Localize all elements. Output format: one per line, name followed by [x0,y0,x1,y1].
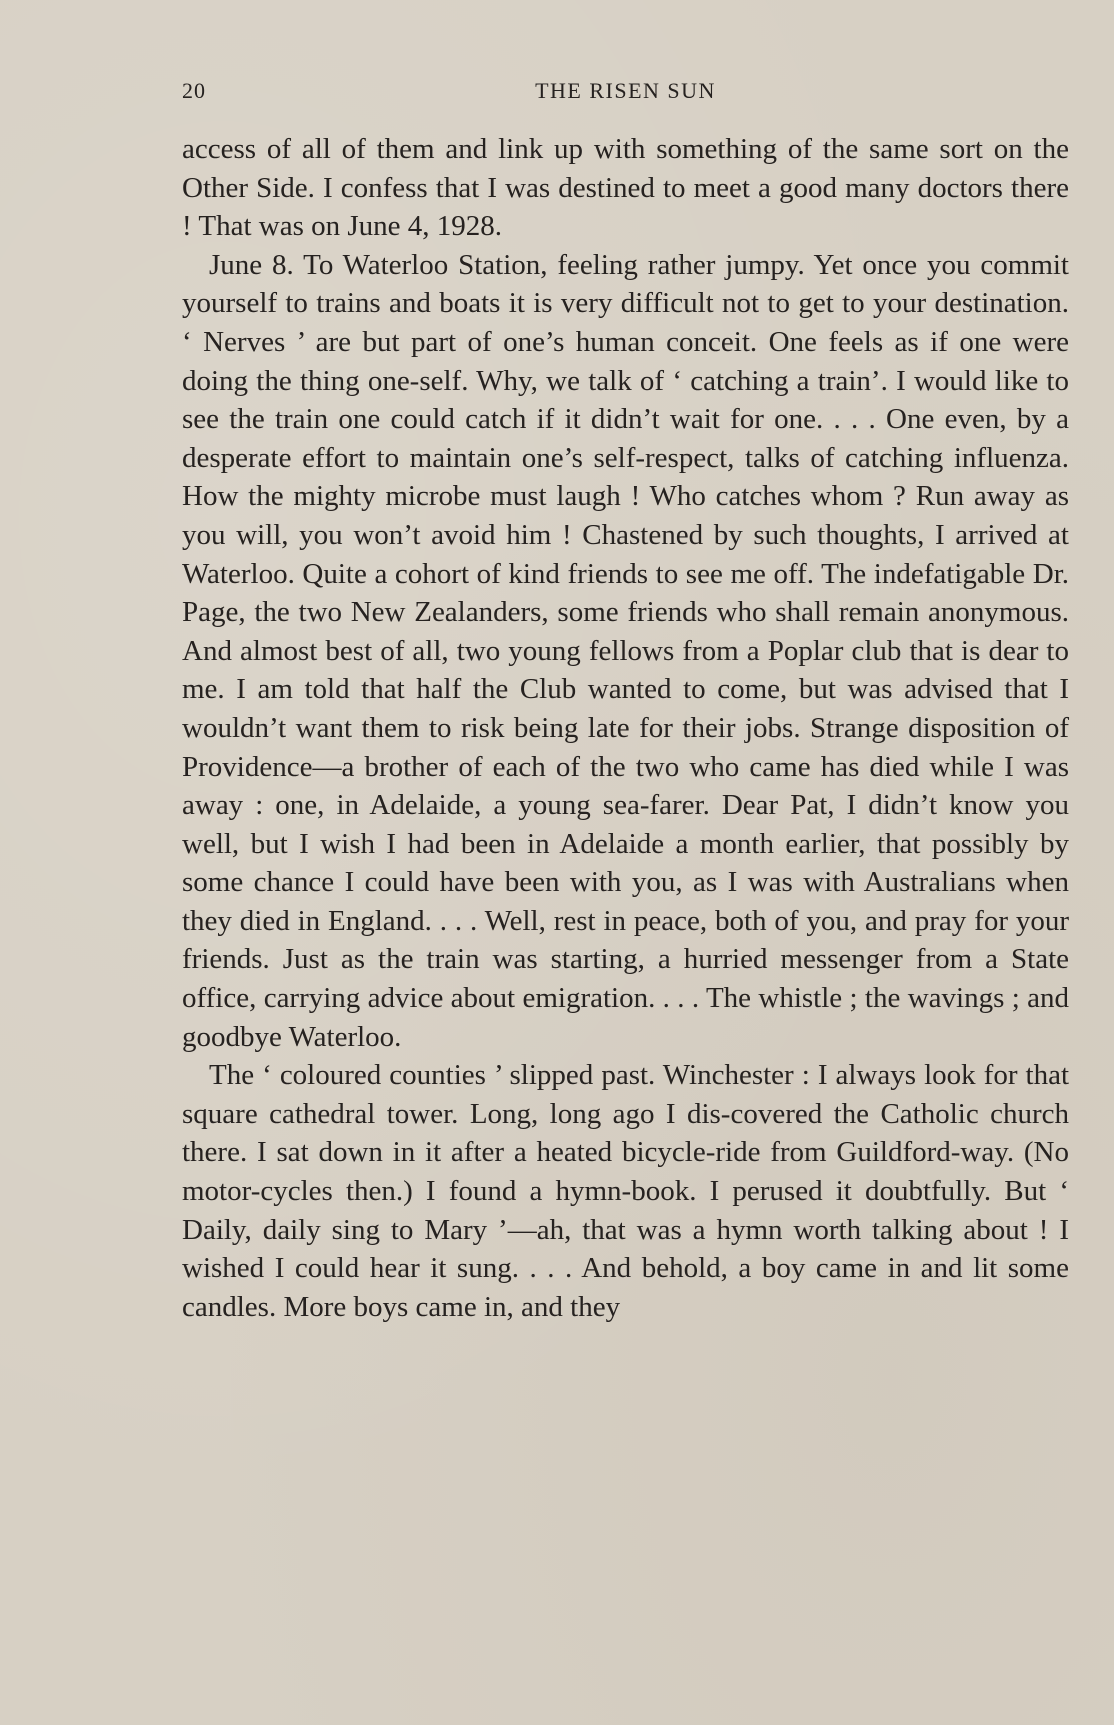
page-number: 20 [182,78,206,103]
body-text [182,130,1069,1326]
running-title: THE RISEN SUN [535,78,716,103]
paragraph-1: access of all of them and link up with something of the same sort on the Other Side. I confess that I was destined to meet a good many doctors there ! That was on June 4, 1928. [182,133,1069,243]
paragraph-3: The ‘ coloured counties ’ slipped past. Winchester : I always look for that square cathedral tower. Long, long ago I dis-covered the Catholic church there. I sat down in it after a heated bicycle-ride from Guildford-way. (No motor-cycles then.) I found a hymn-book. I perused it doubtfully. But ‘ Daily, daily sing to Mary ’—ah, that was a hymn worth talking about ! I wished I could hear it sung. . . . And behold, a boy came in and lit some candles. More boys came in, and they [182,1059,1069,1323]
paragraph-2: June 8. To Waterloo Station, feeling rather jumpy. Yet once you commit yourself to trains and boats it is very difficult not to get to your destination. ‘ Nerves ’ are but part of one’s human conceit. One feels as if one were doing the thing one-self. Why, we talk of ‘ catching a train’. I would like to see the train one could catch if it didn’t wait for one. . . . One even, by a desperate effort to maintain one’s self-respect, talks of catching influenza. How the mighty microbe must laugh ! Who catches whom ? Run away as you will, you won’t avoid him ! Chastened by such thoughts, I arrived at Waterloo. Quite a cohort of kind friends to see me off. The indefatigable Dr. Page, the two New Zealanders, some friends who shall remain anonymous. And almost best of all, two young fellows from a Poplar club that is dear to me. I am told that half the Club wanted to come, but was advised that I wouldn’t want them to risk being late for their jobs. Strange disposition of Providence—a brother of each of the two who came has died while I was away : one, in Adelaide, a young sea-farer. Dear Pat, I didn’t know you well, but I wish I had been in Adelaide a month earlier, that possibly by some chance I could have been with you, as I was with Australians when they died in England. . . . Well, rest in peace, both of you, and pray for your friends. Just as the train was starting, a hurried messenger from a State office, carrying advice about emigration. . . . The whistle ; the wavings ; and goodbye Waterloo. [182,248,1069,1053]
page-header [182,78,1069,112]
